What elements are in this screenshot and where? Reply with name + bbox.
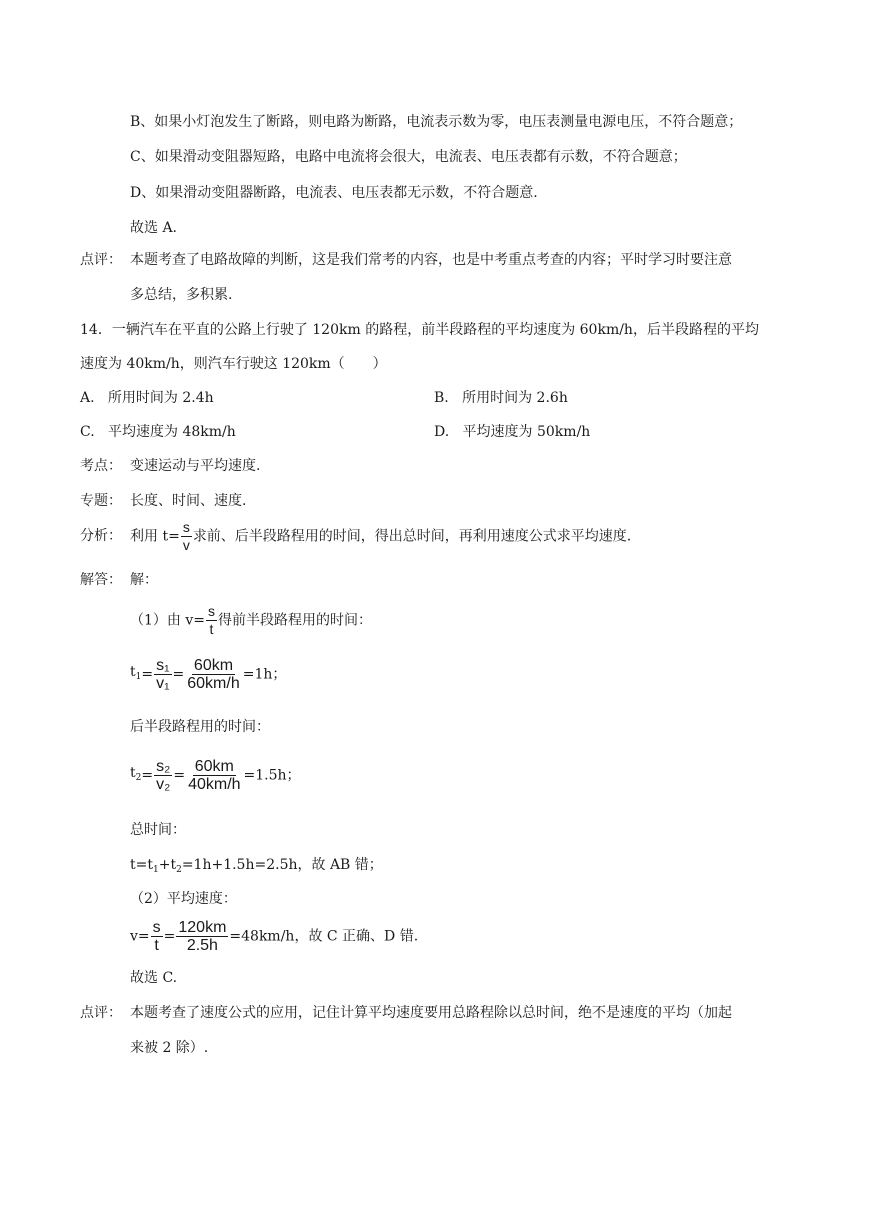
t2-frac1-numerator: s₂ [156, 758, 171, 775]
comment-label: 点评： [80, 1005, 122, 1021]
t2-frac1-denominator: v₂ [156, 776, 171, 793]
prev-option-d-analysis: D、如果滑动变阻器断路，电流表、电压表都无示数，不符合题意. [130, 185, 538, 201]
t1-frac1-denominator: v₁ [156, 675, 170, 692]
v-pre: v= [130, 928, 150, 945]
jieda-text: 解： [130, 572, 158, 588]
total-sub1: 1 [152, 865, 159, 875]
total-mid: +t [158, 857, 177, 873]
t1-result: =1h； [242, 666, 287, 683]
t2-frac2-denominator: 40km/h [188, 776, 241, 793]
t1-symbol: t [130, 664, 136, 680]
step1-numerator: s [208, 603, 215, 619]
option-b-text: 所用时间为 2.6h [462, 390, 568, 406]
zhuanti-text: 长度、时间、速度. [130, 493, 247, 509]
option-c-text: 平均速度为 48km/h [108, 424, 236, 440]
fenxi-numerator: s [182, 519, 190, 535]
prev-option-c-analysis: C、如果滑动变阻器短路，电路中电流将会很大，电流表、电压表都有示数，不符合题意； [130, 149, 687, 165]
total-pre: t=t [130, 857, 153, 873]
t2-result: =1.5h； [243, 767, 301, 784]
v-fraction-symbolic [151, 919, 163, 954]
v-frac1-numerator: s [152, 919, 161, 936]
total-time-label: 总时间： [130, 822, 186, 838]
fenxi-pre: 利用 t= [130, 528, 180, 545]
t2-eq-1: = [141, 767, 154, 784]
fenxi-post: 求前、后半段路程用的时间，得出总时间，再利用速度公式求平均速度. [192, 528, 632, 545]
t1-frac2-numerator: 60km [193, 657, 234, 674]
t1-eq-2: = [172, 666, 185, 683]
v-post: =48km/h，故 C 正确、D 错. [229, 928, 419, 945]
option-b-letter: B. [434, 390, 449, 406]
prev-option-b-analysis: B、如果小灯泡发生了断路，则电路为断路，电流表示数为零，电压表测量电源电压，不符合题意； [130, 114, 743, 130]
answer-choice: 故选 C. [130, 970, 178, 986]
v-frac2-denominator: 2.5h [186, 937, 218, 954]
option-d [434, 422, 590, 442]
t2-fraction-symbolic [154, 758, 172, 793]
step1-fraction [206, 603, 217, 638]
total-post: =1h+1.5h=2.5h，故 AB 错； [181, 857, 383, 873]
prev-comment-line1: 本题考查了电路故障的判断，这是我们常考的内容，也是中考重点考查的内容；平时学习时要注意 [130, 252, 732, 268]
step1-pre: （1）由 v= [130, 612, 205, 629]
fenxi-text [130, 519, 631, 554]
prev-comment-line2: 多总结，多积累. [130, 287, 233, 303]
v-fraction-numeric [176, 919, 228, 954]
t2-fraction-numeric [186, 758, 242, 793]
avg-velocity-equation [130, 919, 418, 954]
t1-eq-1: = [141, 666, 154, 683]
zhuanti-label: 专题： [80, 493, 122, 509]
step1-denominator: t [209, 621, 214, 637]
v-frac2-numerator: 120km [178, 919, 227, 936]
option-d-text: 平均速度为 50km/h [462, 424, 591, 440]
jieda-label: 解答： [80, 572, 122, 588]
kaodian-label: 考点： [80, 458, 122, 474]
fenxi-denominator: v [182, 537, 190, 553]
comment-line2: 来被 2 除）. [130, 1040, 209, 1056]
second-half-label: 后半段路程用的时间： [130, 719, 270, 735]
t2-symbol: t [130, 765, 136, 781]
option-a-letter: A. [80, 390, 95, 406]
option-d-letter: D. [434, 424, 450, 440]
v-frac1-denominator: t [154, 937, 159, 954]
option-c-letter: C. [80, 424, 95, 440]
prev-answer-choice: 故选 A. [130, 220, 178, 236]
t2-frac2-numerator: 60km [194, 758, 234, 775]
total-sub2: 2 [176, 865, 182, 875]
fenxi-label: 分析： [80, 528, 122, 544]
comment-line1: 本题考查了速度公式的应用，记住计算平均速度要用总路程除以总时间，绝不是速度的平均（加起 [130, 1005, 732, 1021]
fenxi-fraction [181, 519, 192, 554]
question-line1: 14．一辆汽车在平直的公路上行驶了 120km 的路程，前半段路程的平均速度为 60km/h，后半段路程的平均 [80, 322, 759, 338]
total-time-equation [130, 855, 383, 880]
v-eq: = [163, 928, 176, 945]
t1-fraction-numeric [185, 657, 241, 692]
t1-equation [130, 657, 286, 692]
t1-frac1-numerator: s₁ [156, 657, 170, 674]
t2-lhs [130, 765, 141, 781]
option-b [434, 388, 568, 408]
option-a-text: 所用时间为 2.4h [107, 390, 214, 406]
question-line2: 速度为 40km/h，则汽车行驶这 120km（ ） [80, 356, 387, 372]
kaodian-text: 变速运动与平均速度. [130, 458, 261, 474]
t1-subscript: 1 [135, 672, 142, 682]
t1-frac2-denominator: 60km/h [187, 675, 240, 692]
t2-equation [130, 758, 301, 793]
t1-fraction-symbolic [154, 657, 171, 692]
option-c [80, 422, 236, 442]
step1-post: 得前半段路程用的时间： [218, 612, 372, 629]
prev-comment-label: 点评： [80, 252, 122, 268]
option-a [80, 388, 214, 408]
step2-label: （2）平均速度： [130, 891, 237, 907]
t2-eq-2: = [173, 767, 186, 784]
t2-subscript: 2 [135, 773, 142, 783]
step1-line [130, 603, 372, 638]
t1-lhs [130, 664, 141, 680]
